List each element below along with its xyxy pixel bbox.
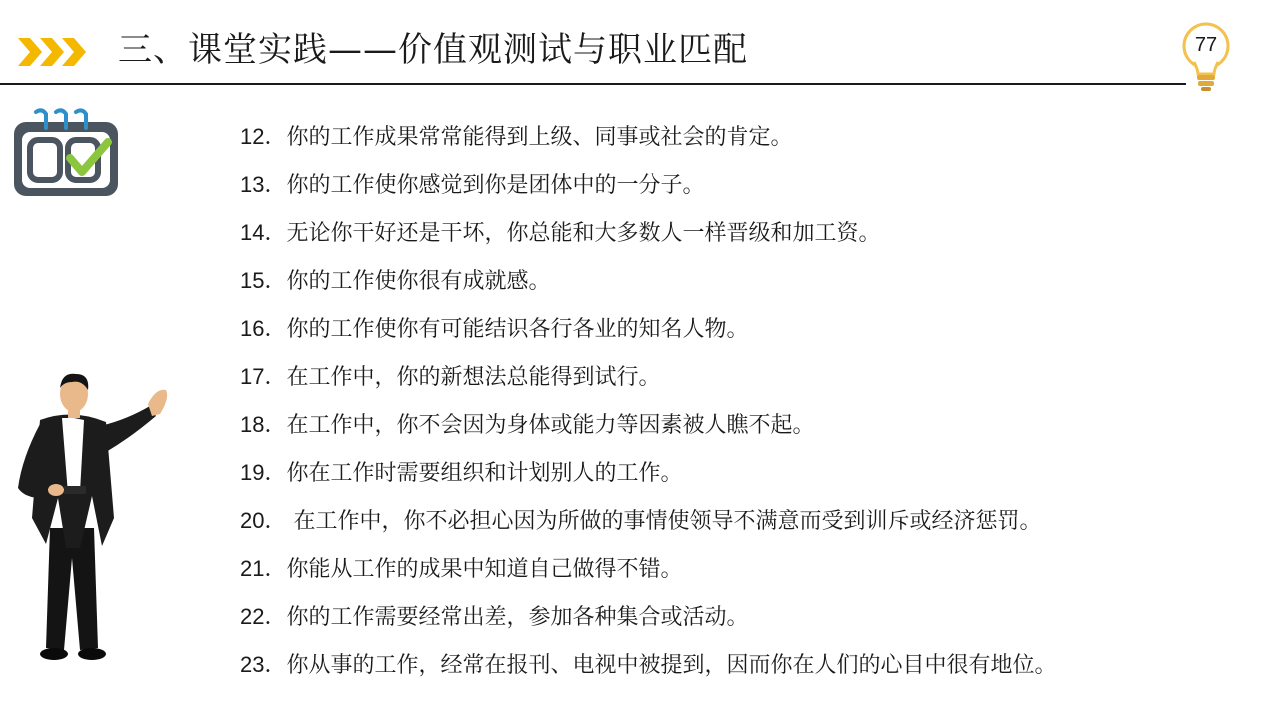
item-number: 14． (240, 220, 287, 245)
item-text: 无论你干好还是干坏，你总能和大多数人一样晋级和加工资。 (286, 221, 881, 246)
list-item (240, 113, 1057, 161)
item-number: 12． (240, 124, 287, 149)
item-number: 22． (240, 604, 287, 629)
item-text: 你的工作成果常常能得到上级、同事或社会的肯定。 (286, 125, 793, 150)
item-number: 13． (240, 172, 287, 197)
list-item (240, 641, 1057, 689)
item-text: 在工作中，你不会因为身体或能力等因素被人瞧不起。 (286, 413, 815, 438)
page-number: 77 (1194, 34, 1218, 56)
list-item (240, 305, 1057, 353)
list-item (240, 545, 1057, 593)
list-item (240, 497, 1057, 545)
item-text: 在工作中，你的新想法总能得到试行。 (286, 365, 661, 390)
item-text: 你能从工作的成果中知道自己做得不错。 (286, 557, 683, 582)
list-item (240, 257, 1057, 305)
item-number: 21． (240, 556, 287, 581)
list-item (240, 449, 1057, 497)
triple-chevron-right-icon (18, 38, 98, 66)
item-number: 15． (240, 268, 287, 293)
item-number: 19． (240, 460, 287, 485)
question-list (240, 113, 1057, 689)
item-number: 23． (240, 652, 287, 677)
list-item (240, 353, 1057, 401)
item-number: 16． (240, 316, 287, 341)
item-text: 你的工作需要经常出差，参加各种集合或活动。 (286, 605, 749, 630)
item-text: 在工作中，你不必担心因为所做的事情使领导不满意而受到训斥或经济惩罚。 (286, 509, 1042, 534)
item-text: 你的工作使你有可能结识各行各业的知名人物。 (286, 317, 749, 342)
calendar-check-icon (10, 108, 122, 200)
item-number: 17． (240, 364, 287, 389)
item-number: 18． (240, 412, 287, 437)
list-item (240, 161, 1057, 209)
item-text: 你的工作使你很有成就感。 (286, 269, 551, 294)
list-item (240, 401, 1057, 449)
item-text: 你在工作时需要组织和计划别人的工作。 (286, 461, 683, 486)
item-text: 你的工作使你感觉到你是团体中的一分子。 (286, 173, 705, 198)
businessman-illustration (10, 368, 180, 668)
item-number: 20． (240, 508, 287, 533)
list-item (240, 593, 1057, 641)
title-divider (0, 83, 1186, 85)
list-item (240, 209, 1057, 257)
item-text: 你从事的工作，经常在报刊、电视中被提到，因而你在人们的心目中很有地位。 (286, 653, 1057, 678)
page-title: 三、课堂实践——价值观测试与职业匹配 (118, 30, 748, 70)
